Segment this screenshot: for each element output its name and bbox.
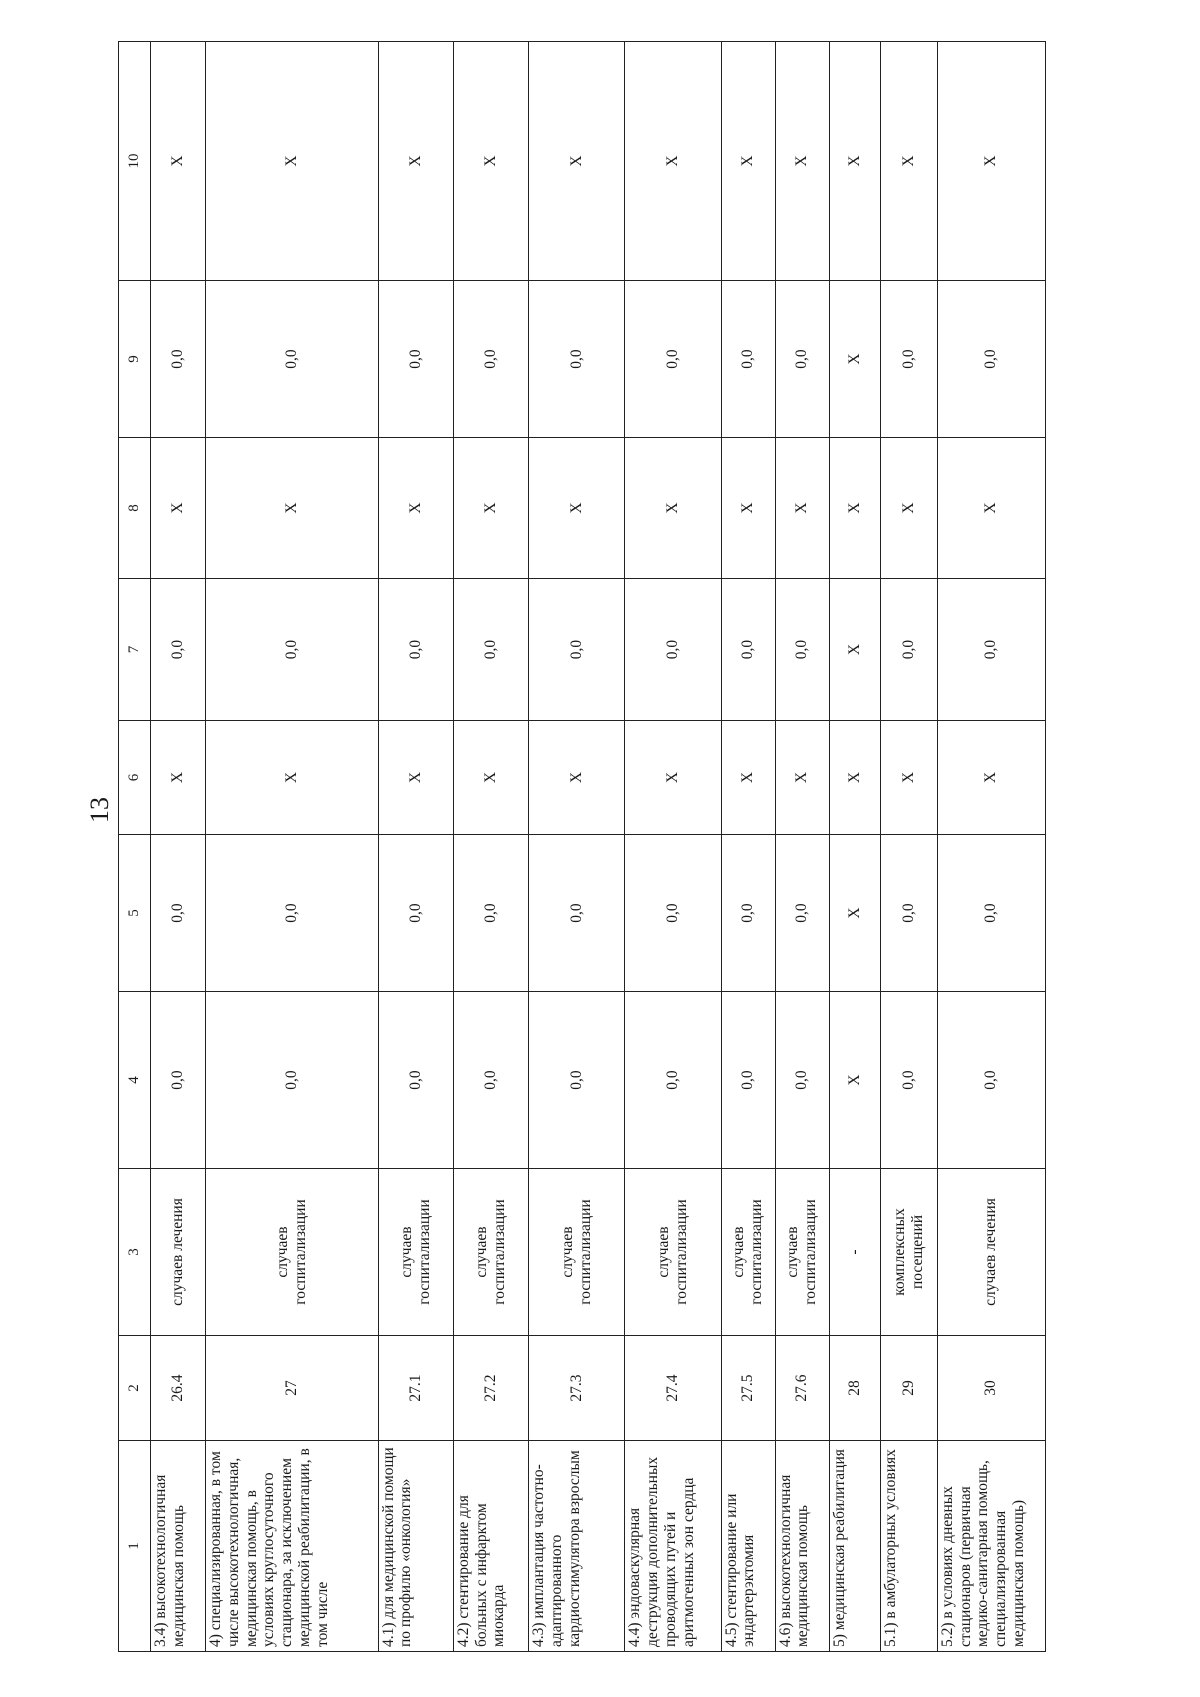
value-cell: X [721,721,775,835]
value-cell: X [829,281,881,438]
value-cell: 0,0 [150,992,205,1169]
value-cell: 0,0 [625,992,721,1169]
value-cell: X [453,721,528,835]
value-cell: 0,0 [378,579,453,721]
value-cell: X [937,438,1045,579]
value-cell: X [528,721,624,835]
value-cell: X [881,721,937,835]
value-cell: X [829,438,881,579]
value-cell: X [721,438,775,579]
value-cell: 0,0 [453,992,528,1169]
value-cell: 0,0 [625,281,721,438]
value-cell: 0,0 [378,281,453,438]
table-row [775,42,829,1652]
value-cell: X [775,721,829,835]
value-cell: X [453,438,528,579]
value-cell: X [881,42,937,281]
table-row [625,42,721,1652]
unit-cell: случаев лечения [937,1169,1045,1336]
unit-cell: случаев госпитализации [775,1169,829,1336]
column-header: 2 [119,1336,151,1441]
table-row [937,42,1045,1652]
value-cell: X [205,42,378,281]
value-cell: 0,0 [378,992,453,1169]
table-row [453,42,528,1652]
value-cell: 0,0 [150,281,205,438]
value-cell: 0,0 [881,992,937,1169]
value-cell: 0,0 [528,579,624,721]
unit-cell: случаев госпитализации [721,1169,775,1336]
table-row [528,42,624,1652]
unit-cell: случаев госпитализации [528,1169,624,1336]
value-cell: 0,0 [453,835,528,992]
value-cell: X [775,438,829,579]
value-cell: 0,0 [775,281,829,438]
value-cell: X [937,42,1045,281]
value-cell: 0,0 [205,579,378,721]
value-cell: X [937,721,1045,835]
row-name-cell: 4.5) стентирование или эндартерэктомия [721,1441,775,1652]
value-cell: X [829,835,881,992]
value-cell: 0,0 [625,579,721,721]
value-cell: X [150,438,205,579]
column-header: 6 [119,721,151,835]
value-cell: 0,0 [721,835,775,992]
value-cell: 0,0 [937,992,1045,1169]
row-code-cell: 27.6 [775,1336,829,1441]
value-cell: 0,0 [881,579,937,721]
value-cell: 0,0 [205,835,378,992]
row-name-cell: 5.1) в амбулаторных условиях [881,1441,937,1652]
column-header: 1 [119,1441,151,1652]
unit-cell: случаев госпитализации [205,1169,378,1336]
value-cell: 0,0 [528,281,624,438]
column-header: 10 [119,42,151,281]
value-cell: X [205,721,378,835]
column-header: 5 [119,835,151,992]
value-cell: X [150,42,205,281]
table-row [150,42,205,1652]
table-row [378,42,453,1652]
value-cell: 0,0 [721,992,775,1169]
value-cell: 0,0 [721,281,775,438]
unit-cell: случаев госпитализации [453,1169,528,1336]
value-cell: 0,0 [775,992,829,1169]
unit-cell: случаев госпитализации [378,1169,453,1336]
value-cell: X [829,721,881,835]
value-cell: X [829,579,881,721]
value-cell: 0,0 [881,281,937,438]
value-cell: X [775,42,829,281]
row-name-cell: 4) специализированная, в том числе высокотехнологичная, медицинская помощь, в условиях круглосуточного стационара, за исключением медицинской реабилитации, в том числе [205,1441,378,1652]
value-cell: 0,0 [881,835,937,992]
row-code-cell: 29 [881,1336,937,1441]
value-cell: X [829,992,881,1169]
table-container [118,42,1046,1652]
value-cell: 0,0 [937,835,1045,992]
value-cell: 0,0 [937,579,1045,721]
value-cell: X [528,42,624,281]
value-cell: X [625,721,721,835]
column-header: 8 [119,438,151,579]
value-cell: X [625,42,721,281]
row-name-cell: 4.1) для медицинской помощи по профилю «онкология» [378,1441,453,1652]
row-code-cell: 27.2 [453,1336,528,1441]
table-row [829,42,881,1652]
value-cell: 0,0 [721,579,775,721]
row-name-cell: 5) медицинская реабилитация [829,1441,881,1652]
value-cell: 0,0 [937,281,1045,438]
column-header: 9 [119,281,151,438]
row-name-cell: 3.4) высокотехнологичная медицинская помощь [150,1441,205,1652]
value-cell: 0,0 [150,835,205,992]
row-name-cell: 4.6) высокотехнологичная медицинская помощь [775,1441,829,1652]
row-code-cell: 27.5 [721,1336,775,1441]
value-cell: X [625,438,721,579]
value-cell: 0,0 [528,992,624,1169]
unit-cell: случаев госпитализации [625,1169,721,1336]
value-cell: 0,0 [625,835,721,992]
table-row [721,42,775,1652]
value-cell: 0,0 [775,835,829,992]
value-cell: 0,0 [453,281,528,438]
unit-cell: - [829,1169,881,1336]
value-cell: X [881,438,937,579]
value-cell: X [528,438,624,579]
table-row [205,42,378,1652]
table-row [881,42,937,1652]
unit-cell: случаев лечения [150,1169,205,1336]
value-cell: X [721,42,775,281]
value-cell: X [378,42,453,281]
row-code-cell: 26.4 [150,1336,205,1441]
value-cell: X [378,438,453,579]
page-number: 13 [85,797,114,823]
value-cell: X [378,721,453,835]
column-header: 4 [119,992,151,1169]
row-name-cell: 5.2) в условиях дневных стационаров (первичная медико-санитарная помощь, специализированная медицинская помощь) [937,1441,1045,1652]
value-cell: 0,0 [378,835,453,992]
row-code-cell: 27.3 [528,1336,624,1441]
value-cell: 0,0 [205,992,378,1169]
value-cell: 0,0 [150,579,205,721]
row-name-cell: 4.4) эндоваскулярная деструкция дополнительных проводящих путей и аритмогенных зон сердца [625,1441,721,1652]
row-code-cell: 27 [205,1336,378,1441]
header-row [119,42,151,1652]
value-cell: X [205,438,378,579]
row-code-cell: 30 [937,1336,1045,1441]
value-cell: 0,0 [775,579,829,721]
row-name-cell: 4.2) стентирование для больных с инфарктом миокарда [453,1441,528,1652]
value-cell: X [150,721,205,835]
row-code-cell: 28 [829,1336,881,1441]
value-cell: 0,0 [453,579,528,721]
value-cell: X [453,42,528,281]
row-name-cell: 4.3) имплантация частотно-адаптированного кардиостимулятора взрослым [528,1441,624,1652]
column-header: 3 [119,1169,151,1336]
row-code-cell: 27.4 [625,1336,721,1441]
column-header: 7 [119,579,151,721]
value-cell: 0,0 [528,835,624,992]
unit-cell: комплексных посещений [881,1169,937,1336]
value-cell: 0,0 [205,281,378,438]
row-code-cell: 27.1 [378,1336,453,1441]
data-table [118,41,1046,1652]
value-cell: X [829,42,881,281]
